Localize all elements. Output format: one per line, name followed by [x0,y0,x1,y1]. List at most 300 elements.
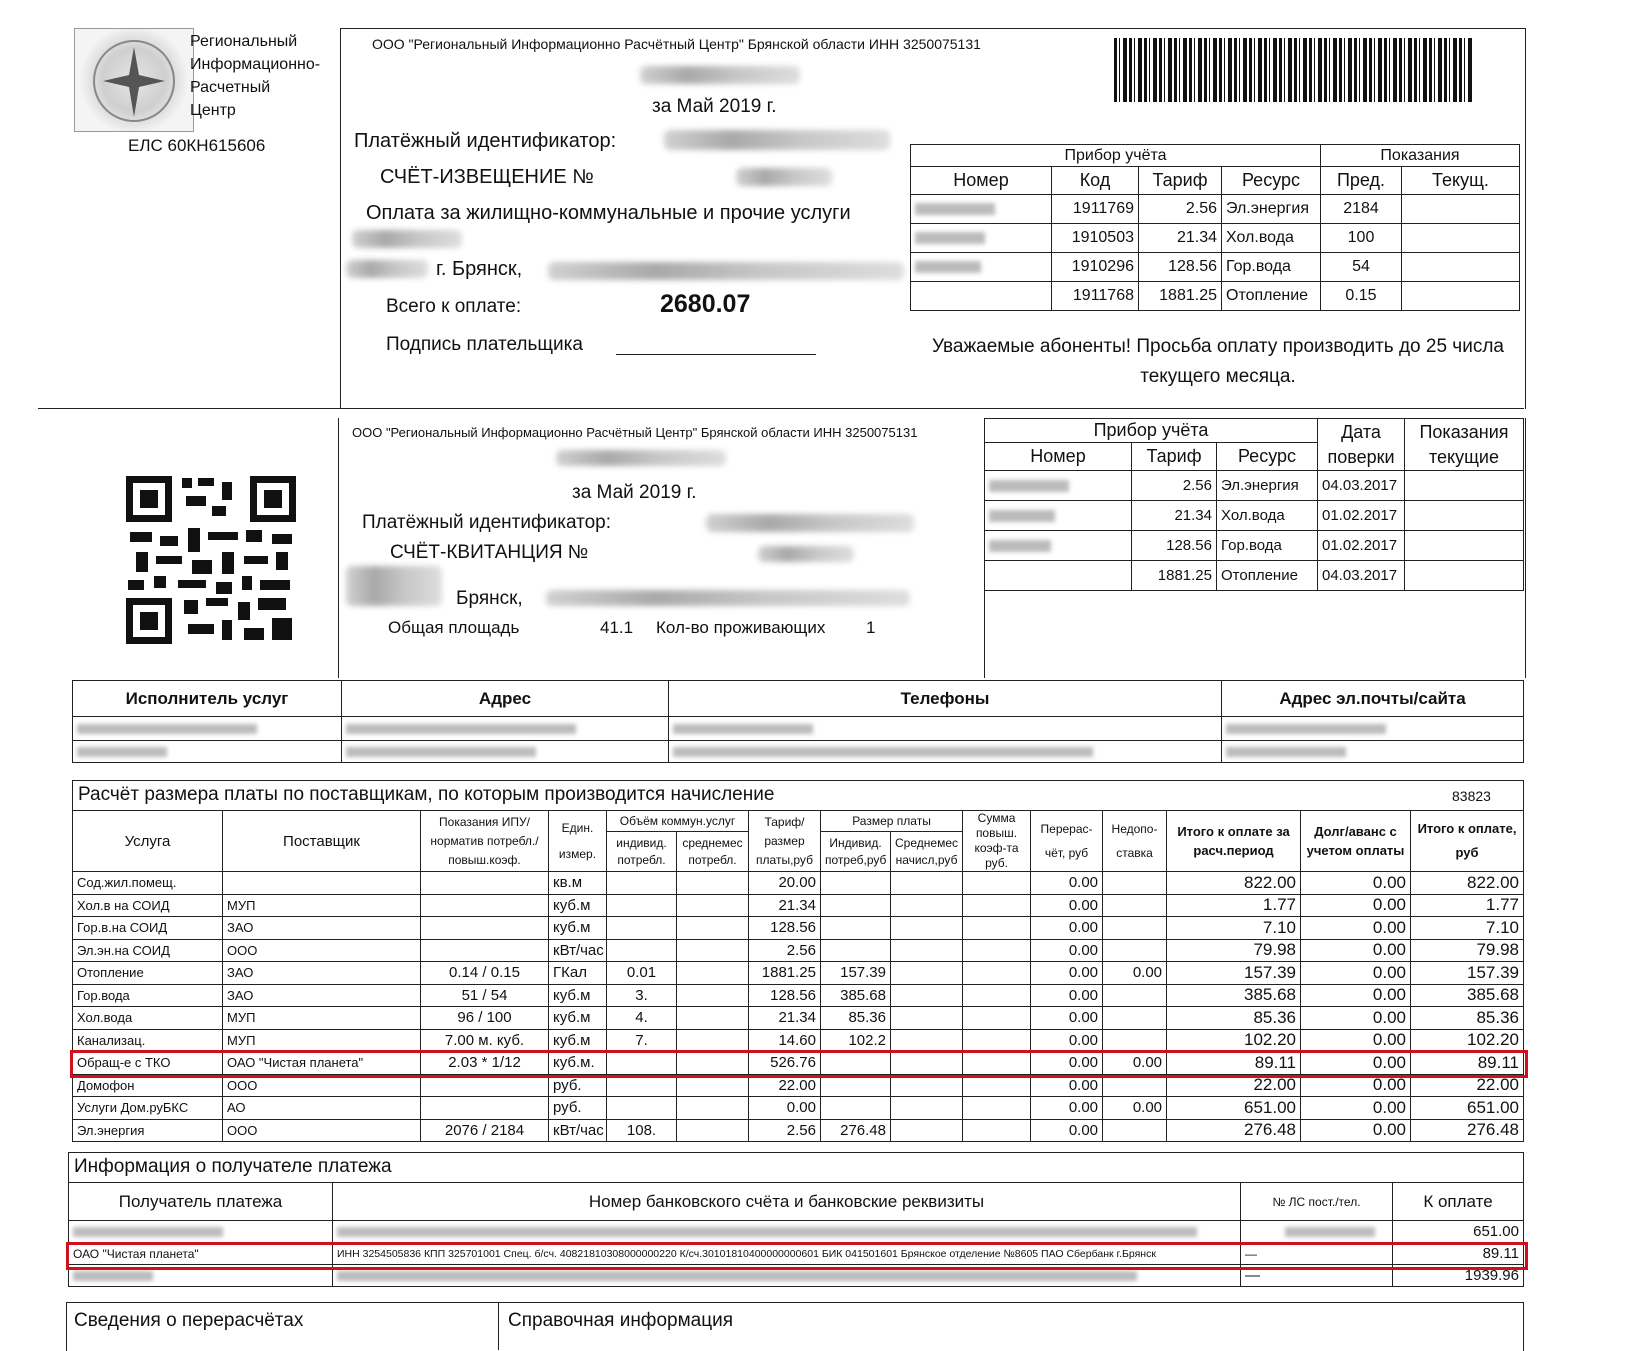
table-row [73,1097,1524,1120]
cell [1103,894,1167,917]
notice-doc-title: СЧЁТ-ИЗВЕЩЕНИЕ № [380,166,594,188]
cell [607,1097,677,1120]
recipient-h-ls: № ЛС пост./тел. [1241,1183,1393,1221]
calc-h-under: Недопо- ставка [1103,811,1167,872]
meters-bottom-h-number: Номер [985,443,1132,471]
redacted-cell [333,1221,1241,1243]
recipient-h-payee: Получатель платежа [69,1183,333,1221]
redacted-payer [352,230,462,248]
meters-top-h-code: Код [1052,167,1139,195]
notice-payment-id-label: Платёжный идентификатор: [354,130,617,152]
table-row [73,717,1524,741]
cell: куб.м [549,984,607,1007]
cell [421,1097,549,1120]
cell [607,917,677,940]
cell: 0.00 [1031,872,1103,895]
cell: 128.56 [749,984,821,1007]
cell: 102.20 [1167,1029,1301,1052]
cell: 0.00 [1031,1119,1103,1142]
table-row [985,471,1524,501]
table-row [73,894,1524,917]
cell: 0.00 [1301,1119,1411,1142]
cell: 128.56 [749,917,821,940]
meters-bottom-h-readings: Показания текущие [1405,419,1524,471]
cell [1103,917,1167,940]
receipt-doc-title: СЧЁТ-КВИТАНЦИЯ № [390,542,589,563]
cell: Хол.вода [73,1007,223,1030]
cell: Эл.энергия [1222,195,1321,224]
calc-h-final: Итого к оплате, руб [1411,811,1524,872]
cell: 651.00 [1393,1221,1524,1243]
calc-h-vol-ind: индивид. потребл. [607,832,677,872]
recipient-title: Информация о получателе платежа [74,1156,392,1177]
cell: Эл.энергия [1217,471,1318,501]
cell: 0.00 [1031,1097,1103,1120]
redacted-meter-number [985,471,1132,501]
calc-h-raise: Сумма повыш. коэф-та руб. [963,811,1031,872]
cell [1103,1029,1167,1052]
cell: руб. [549,1097,607,1120]
cell: 651.00 [1167,1097,1301,1120]
cell: 7.10 [1411,917,1524,940]
cell: 157.39 [1167,962,1301,985]
cell: 0.00 [1031,894,1103,917]
table-row [985,501,1524,531]
cell [677,1007,749,1030]
notice-org: ООО "Региональный Информационно Расчётный Центр" Брянской области ИНН 3250075131 [372,36,981,52]
cell [421,872,549,895]
redacted-doc-number [736,168,832,186]
cell: 7.10 [1167,917,1301,940]
cell: 22.00 [749,1074,821,1097]
receipt-org: ООО "Региональный Информационно Расчётный Центр" Брянской области ИНН 3250075131 [352,425,918,440]
cell: 0.00 [1103,962,1167,985]
signature-line [616,354,816,355]
cell: 79.98 [1167,939,1301,962]
meters-top-h-tariff: Тариф [1139,167,1222,195]
providers-h-email: Адрес эл.почты/сайта [1222,681,1524,717]
footer-recalc: Сведения о перерасчётах [74,1310,304,1331]
cell: 385.68 [1167,984,1301,1007]
cell[interactable] [1405,561,1524,591]
redacted-address [548,262,904,280]
cell [677,939,749,962]
notice-city: г. Брянск, [436,258,523,280]
cell [891,894,963,917]
meters-top-table [910,144,1520,311]
providers-table [72,680,1524,763]
table-row [73,1119,1524,1142]
cell [821,1097,891,1120]
logo [74,28,194,132]
cell: 0.00 [1301,1029,1411,1052]
redacted-payer [346,566,442,606]
cell: 1939.96 [1393,1265,1524,1287]
meters-bottom-h-resource: Ресурс [1217,443,1318,471]
cell [891,962,963,985]
redacted-name [556,450,726,466]
cell: 89.11 [1167,1052,1301,1075]
cell: 0.00 [1301,962,1411,985]
table-row [73,1007,1524,1030]
cell [891,939,963,962]
cell: 1911768 [1052,282,1139,311]
cell: 21.34 [749,1007,821,1030]
cell[interactable] [1402,224,1520,253]
cell: ГКал [549,962,607,985]
cell [891,1097,963,1120]
cell [963,1007,1031,1030]
cell [677,1119,749,1142]
calc-h-tariff: Тариф/ размер платы,руб [749,811,821,872]
providers-h-address: Адрес [342,681,669,717]
calc-h-vol-avg: среднемес потребл. [677,832,749,872]
cell[interactable] [1405,501,1524,531]
cell [1103,984,1167,1007]
cell: 14.60 [749,1029,821,1052]
cell: 85.36 [821,1007,891,1030]
meters-top-h-resource: Ресурс [1222,167,1321,195]
cell: Домофон [73,1074,223,1097]
cell [963,1029,1031,1052]
cell: — [1241,1265,1393,1287]
redacted-meter-number [985,531,1132,561]
calc-table [72,810,1524,1142]
cell: 22.00 [1411,1074,1524,1097]
meters-top-h-prev: Пред. [1321,167,1402,195]
cell: Канализац. [73,1029,223,1052]
cell [911,282,1052,311]
cell [963,939,1031,962]
cell: 100 [1321,224,1402,253]
cell[interactable] [1402,253,1520,282]
cell: 0.00 [1301,894,1411,917]
cell [677,894,749,917]
cell [1103,1119,1167,1142]
cell: 04.03.2017 [1318,471,1405,501]
cell: 0.00 [1031,1074,1103,1097]
meters-top-group-readings: Показания [1321,145,1520,167]
table-row [69,1221,1524,1243]
cell: 157.39 [1411,962,1524,985]
redacted-cell [669,717,1222,741]
table-row [911,224,1520,253]
cell: 3. [607,984,677,1007]
cell: 108. [607,1119,677,1142]
cell: 7. [607,1029,677,1052]
cell [821,917,891,940]
cell: куб.м [549,1029,607,1052]
cell [1103,1007,1167,1030]
calc-code: 83823 [1452,788,1491,804]
highlight-recipient-row [66,1242,1528,1270]
cell: 79.98 [1411,939,1524,962]
total-value: 2680.07 [660,290,751,318]
redacted-cell [73,717,342,741]
table-row [911,195,1520,224]
calc-body [73,872,1524,1142]
cell: 1911769 [1052,195,1139,224]
cell: — [1241,1243,1393,1265]
cell: 04.03.2017 [1318,561,1405,591]
cell: кВт/час [549,1119,607,1142]
calc-h-supplier: Поставщик [223,811,421,872]
footer-divider [498,1302,499,1350]
calc-h-size: Размер платы [821,811,963,832]
cell [891,1029,963,1052]
cell: Сод.жил.помещ. [73,872,223,895]
logo-text: Региональный Информационно- Расчетный Центр [190,33,321,119]
cell [891,872,963,895]
cell: ООО [223,1119,421,1142]
cell: 89.11 [1411,1052,1524,1075]
cell: куб.м [549,917,607,940]
cell: 2.56 [749,1119,821,1142]
cell: 0.00 [1301,917,1411,940]
meters-top-group-device: Прибор учёта [911,145,1321,167]
recipient-h-bank: Номер банковского счёта и банковские реквизиты [333,1183,1241,1221]
cell: 85.36 [1167,1007,1301,1030]
cell: 22.00 [1167,1074,1301,1097]
recipient-table [68,1182,1524,1287]
cell [677,962,749,985]
els-number: ЕЛС 60КН615606 [128,136,266,155]
cell: 385.68 [821,984,891,1007]
table-row [73,1029,1524,1052]
redacted-meter-number [911,253,1052,282]
cell: 1881.25 [1132,561,1217,591]
table-row [73,917,1524,940]
table-row [73,984,1524,1007]
cell [963,984,1031,1007]
cell [963,872,1031,895]
table-row [911,253,1520,282]
table-row [911,282,1520,311]
cell: 0.00 [1301,1052,1411,1075]
meters-bottom-group-device: Прибор учёта [985,419,1318,443]
notice-period: за Май 2019 г. [652,96,777,117]
cell[interactable] [1402,195,1520,224]
calc-h-service: Услуга [73,811,223,872]
calc-title: Расчёт размера платы по поставщикам, по которым производится начисление [78,784,775,805]
cell [891,1007,963,1030]
cell: 651.00 [1411,1097,1524,1120]
cell: Гор.вода [1217,531,1318,561]
cell [607,939,677,962]
redacted-cell [1222,741,1524,763]
cell [421,894,549,917]
cell: 0.00 [1031,962,1103,985]
footer-info: Справочная информация [508,1310,733,1331]
cell: 0.00 [1031,1052,1103,1075]
cell: Отопление [73,962,223,985]
cell [677,872,749,895]
redacted-payment-id [706,514,914,532]
cell: 20.00 [749,872,821,895]
calc-h-ipu: Показания ИПУ/ норматив потребл./ повыш.коэф. [421,811,549,872]
cell: Эл.эн.на СОИД [73,939,223,962]
meters-bottom-table [984,418,1524,591]
cell: 01.02.2017 [1318,531,1405,561]
cell: 526.76 [749,1052,821,1075]
cell: куб.м [549,1007,607,1030]
cell: Гор.в.на СОИД [73,917,223,940]
cell: Гор.вода [73,984,223,1007]
cell: 0.00 [1031,1029,1103,1052]
cell: 2.56 [1139,195,1222,224]
table-row [73,939,1524,962]
redacted-cell [342,717,669,741]
cell: 276.48 [1411,1119,1524,1142]
cell: 102.20 [1411,1029,1524,1052]
cell: Эл.энергия [73,1119,223,1142]
table-row [985,531,1524,561]
total-label: Всего к оплате: [386,296,522,317]
redacted-meter-number [911,224,1052,253]
cell: 2076 / 2184 [421,1119,549,1142]
cell: ООО [223,939,421,962]
cell: 0.00 [1031,984,1103,1007]
cell [607,872,677,895]
cell: АО [223,1097,421,1120]
cell[interactable] [1402,282,1520,311]
cell: ОАО "Чистая планета" [223,1052,421,1075]
cell: 0.00 [1031,917,1103,940]
redacted-meter-number [911,195,1052,224]
cell: куб.м. [549,1052,607,1075]
redacted-payer-2 [346,260,428,278]
cell: ЗАО [223,962,421,985]
cell [223,872,421,895]
residents-label: Кол-во проживающих [656,618,826,637]
logo-star-icon [75,29,193,131]
payment-deadline-notice: Уважаемые абоненты! Просьба оплату производить до 25 числа текущего месяца. [932,336,1504,387]
highlight-tko-row [70,1050,1528,1078]
cell: 128.56 [1139,253,1222,282]
cell: МУП [223,1029,421,1052]
providers-h-phones: Телефоны [669,681,1222,717]
cell: кВт/час [549,939,607,962]
providers-h-executor: Исполнитель услуг [73,681,342,717]
cell: Отопление [1217,561,1318,591]
cell: 1.77 [1411,894,1524,917]
cell: 0.00 [1301,1097,1411,1120]
table-row [985,561,1524,591]
cell: 385.68 [1411,984,1524,1007]
redacted-cell [1222,717,1524,741]
cell[interactable] [1405,531,1524,561]
redacted-cell [73,741,342,763]
cell: 2.56 [1132,471,1217,501]
cell [421,939,549,962]
barcode [1114,38,1474,102]
table-row [73,741,1524,763]
receipt-city: Брянск, [456,588,523,609]
cell: 1881.25 [749,962,821,985]
cell [1103,872,1167,895]
cell: 0.00 [1031,939,1103,962]
area-value: 41.1 [600,618,634,637]
cell: ИНН 3254505836 КПП 325701001 Спец. б/сч. 40821810308000000220 К/сч.30101810400000000601 БИК 041501601 Брянское отделение №8605 ПАО Сбербанк г.Брянск [333,1243,1241,1265]
cell: ОАО "Чистая планета" [69,1243,333,1265]
signature-label: Подпись плательщика [386,334,583,355]
cell [891,984,963,1007]
qr-code-icon [126,476,296,644]
cell: 54 [1321,253,1402,282]
calc-h-volume: Объём коммун.услуг [607,811,749,832]
cell: 0.00 [1301,1007,1411,1030]
receipt-payment-id-label: Платёжный идентификатор: [362,512,612,533]
cell: 2184 [1321,195,1402,224]
calc-h-total: Итого к оплате за расч.период [1167,811,1301,872]
cell [677,984,749,1007]
cell: 276.48 [821,1119,891,1142]
cell: 0.15 [1321,282,1402,311]
cell: 51 / 54 [421,984,549,1007]
calc-h-recalc: Перерас- чёт, руб [1031,811,1103,872]
meters-bottom-h-tariff: Тариф [1132,443,1217,471]
redacted-name [640,66,800,84]
cell: 2.56 [749,939,821,962]
calc-h-debt: Долг/аванс с учетом оплаты [1301,811,1411,872]
cut-line [38,408,1524,409]
calc-h-size-avg: Среднемес начисл,руб [891,832,963,872]
cell: 4. [607,1007,677,1030]
cell [421,917,549,940]
cell [891,1119,963,1142]
cell: 21.34 [1139,224,1222,253]
cell: 0.00 [1301,872,1411,895]
redacted-meter-number [985,501,1132,531]
redacted-cell [669,741,1222,763]
cell: 7.00 м. куб. [421,1029,549,1052]
cell: 0.01 [607,962,677,985]
cell: 0.00 [1103,1097,1167,1120]
cell [677,917,749,940]
cell [607,894,677,917]
cell [891,917,963,940]
cell: 822.00 [1411,872,1524,895]
meters-top-h-current: Текущ. [1402,167,1520,195]
cell [677,1029,749,1052]
qr-code [126,476,296,644]
cell [821,894,891,917]
cell: 2.03 * 1/12 [421,1052,549,1075]
cell [821,939,891,962]
cell: Обращ-е с ТКО [73,1052,223,1075]
cell: Хол.в на СОИД [73,894,223,917]
cell: 1.77 [1167,894,1301,917]
cell [677,1097,749,1120]
cell: Гор.вода [1222,253,1321,282]
cell[interactable] [1405,471,1524,501]
residents-value: 1 [866,618,876,637]
cell: 0.00 [1301,939,1411,962]
calc-h-unit: Един. измер. [549,811,607,872]
cell: МУП [223,1007,421,1030]
table-row [73,962,1524,985]
receipt-period: за Май 2019 г. [572,482,697,503]
redacted-address [546,590,910,606]
cell: 01.02.2017 [1318,501,1405,531]
calc-h-size-ind: Индивид. потреб,руб [821,832,891,872]
redacted-doc-number [758,546,854,562]
cell: ЗАО [223,917,421,940]
cell: куб.м [549,894,607,917]
cell: 102.2 [821,1029,891,1052]
cell: руб. [549,1074,607,1097]
cell: 0.00 [1103,1052,1167,1075]
